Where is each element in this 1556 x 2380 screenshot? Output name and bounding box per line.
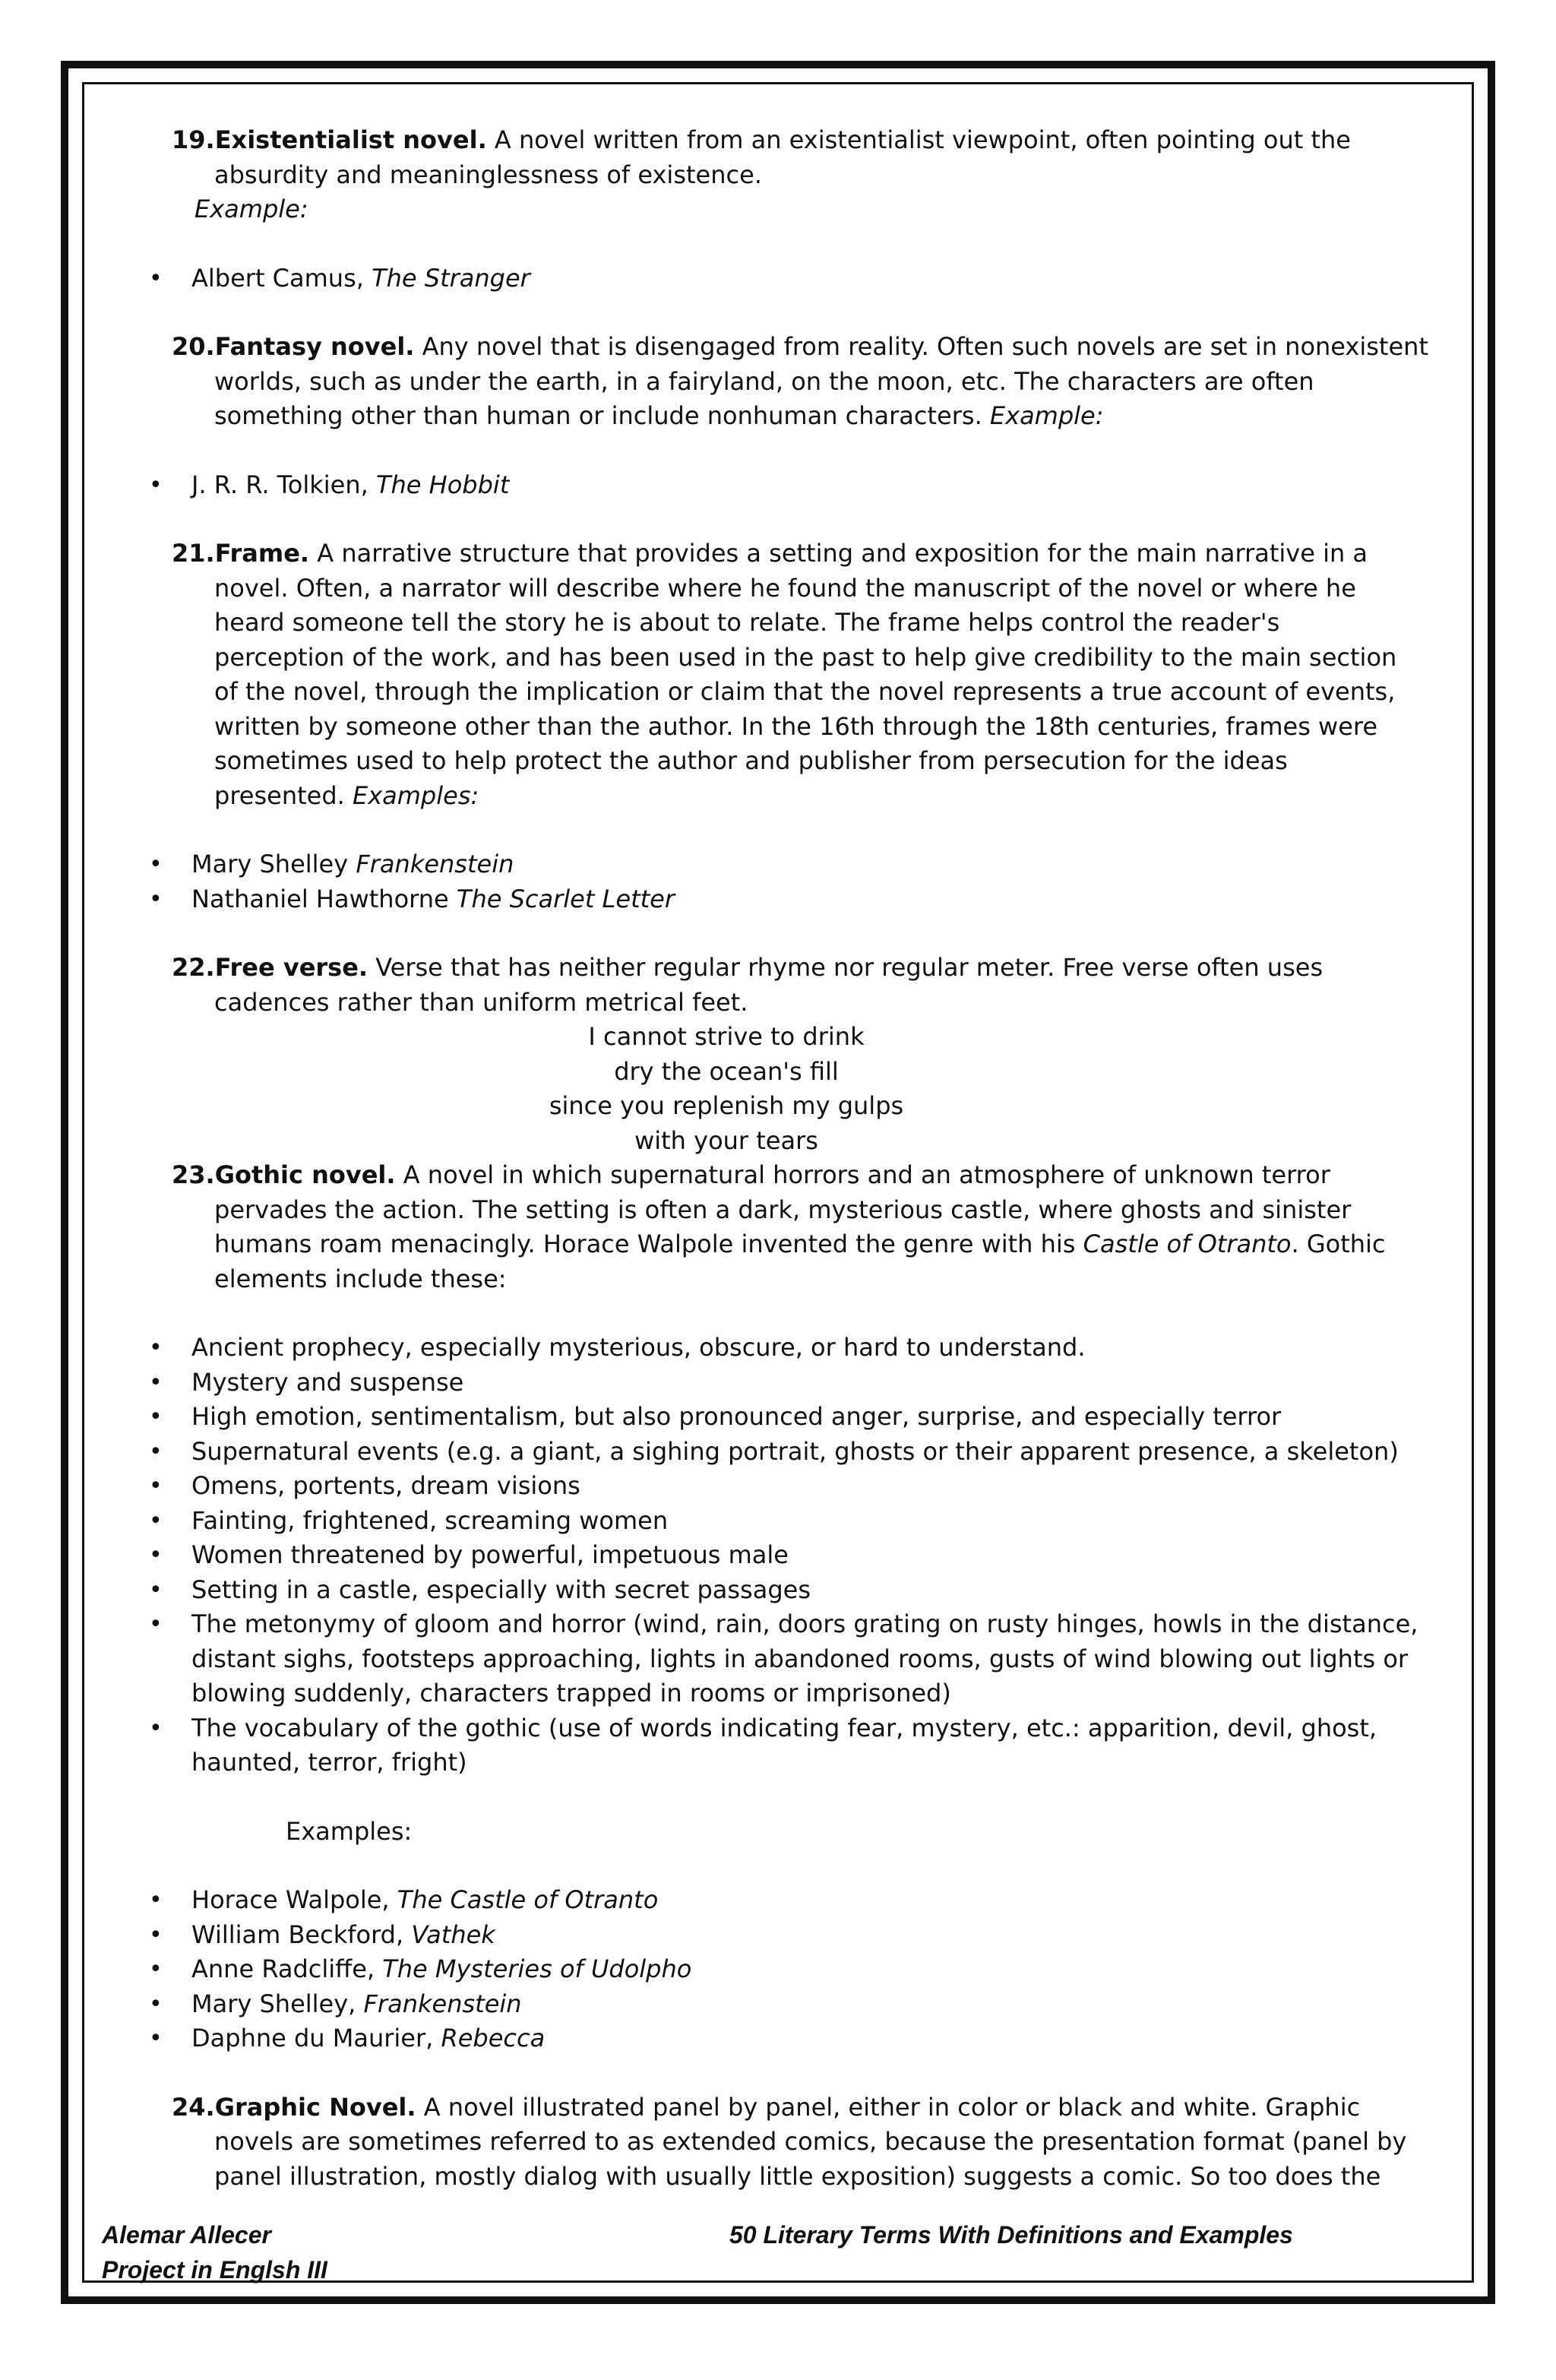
list-item: • Women threatened by powerful, impetuous male	[149, 1538, 1425, 1573]
list-item: • Ancient prophecy, especially mysterious, obscure, or hard to understand.	[149, 1331, 1425, 1366]
list-item: • Mystery and suspense	[149, 1366, 1425, 1400]
example-heading: Example:	[194, 195, 308, 223]
entry-text-line: A narrative structure that provides a setting and exposition for the main narrative in a	[317, 539, 1368, 568]
footer-author: Alemar Allecer	[102, 2221, 271, 2249]
list-item: • Mary Shelley Frankenstein	[149, 847, 1425, 882]
entry-text-line: cadences rather than uniform metrical feet.	[214, 987, 748, 1017]
example-heading: Example:	[989, 401, 1104, 430]
list-item: • Mary Shelley, Frankenstein	[149, 1987, 1425, 2022]
entry-text-line: written by someone other than the author. In the 16th through the 18th centuries, frames were	[214, 711, 1378, 741]
list-item: • Albert Camus, The Stranger	[149, 261, 1425, 296]
list-item: • The metonymy of gloom and horror (wind, rain, doors grating on rusty hinges, howls in the distance, distant sighs, footsteps approaching, lights in abandoned rooms, gusts of wind blowing out lights or blowing suddenly, characters trapped in rooms or imprisoned)	[149, 1607, 1425, 1711]
list-item: • William Beckford, Vathek	[149, 1918, 1425, 1953]
entry-term: Gothic novel.	[214, 1160, 396, 1189]
entry-text-line: elements include these:	[214, 1264, 507, 1293]
entry-22	[172, 951, 1448, 1158]
footer-doc-title: 50 Literary Terms With Definitions and Examples	[729, 2221, 1293, 2249]
entry-number: 23.	[172, 1160, 215, 1189]
footer-left	[102, 2217, 327, 2287]
entry-number: 21.	[172, 539, 215, 568]
entry-text-line: A novel written from an existentialist viewpoint, often pointing out the	[494, 125, 1351, 154]
example-heading: Examples:	[352, 780, 479, 810]
list-item: • High emotion, sentimentalism, but also pronounced anger, surprise, and especially terror	[149, 1400, 1425, 1435]
entry-text-line: something other than human or include nonhuman characters.	[214, 401, 990, 430]
entry-number: 19.	[172, 125, 215, 154]
entry-text-line: heard someone tell the story he is about to relate. The frame helps control the reader's	[214, 608, 1280, 637]
examples-label: Examples:	[286, 1816, 413, 1846]
list-item: • Nathaniel Hawthorne The Scarlet Letter	[149, 882, 1425, 917]
example-list	[149, 261, 1425, 296]
entry-text-line: absurdity and meaninglessness of existence.	[214, 160, 762, 189]
list-item: • Omens, portents, dream visions	[149, 1469, 1425, 1504]
entry-term: Frame.	[214, 539, 310, 568]
list-item: • Supernatural events (e.g. a giant, a sighing portrait, ghosts or their apparent presence, a skeleton)	[149, 1435, 1425, 1470]
poem-line: with your tears	[634, 1125, 818, 1155]
gothic-elements-list	[149, 1331, 1425, 1780]
entry-text-line: novels are sometimes referred to as extended comics, because the presentation format (panel by	[214, 2127, 1407, 2156]
poem-excerpt	[172, 1020, 1281, 1158]
entry-number: 20.	[172, 332, 215, 361]
entry-term: Existentialist novel.	[214, 125, 487, 154]
entry-text-line: A novel illustrated panel by panel, either in color or black and white. Graphic	[423, 2092, 1361, 2122]
entry-text-line: perception of the work, and has been used in the past to help give credibility to the main section	[214, 642, 1397, 672]
poem-line: dry the ocean's fill	[614, 1056, 839, 1086]
entry-text-line: novel. Often, a narrator will describe where he found the manuscript of the novel or where he	[214, 573, 1356, 603]
list-item: • Anne Radcliffe, The Mysteries of Udolpho	[149, 1952, 1425, 1987]
entry-text-line: worlds, such as under the earth, in a fairyland, on the moon, etc. The characters are often	[214, 366, 1314, 396]
entry-text-line: pervades the action. The setting is often a dark, mysterious castle, where ghosts and sinister	[214, 1195, 1352, 1224]
entry-text-line: sometimes used to help protect the author and publisher from persecution for the ideas	[214, 746, 1288, 775]
entry-text-line: Any novel that is disengaged from reality. Often such novels are set in nonexistent	[422, 332, 1428, 361]
list-item: • Daphne du Maurier, Rebecca	[149, 2021, 1425, 2056]
example-list	[149, 847, 1425, 916]
entry-text-line: panel illustration, mostly dialog with usually little exposition) suggests a comic. So too does the	[214, 2161, 1381, 2191]
example-list	[149, 468, 1425, 503]
poem-line: I cannot strive to drink	[588, 1022, 865, 1051]
example-list	[149, 1883, 1425, 2056]
document-body	[172, 123, 1448, 2194]
list-item: • Setting in a castle, especially with secret passages	[149, 1573, 1425, 1608]
list-item: • J. R. R. Tolkien, The Hobbit	[149, 468, 1425, 503]
entry-term: Graphic Novel.	[214, 2092, 416, 2122]
entry-text-line: Verse that has neither regular rhyme nor regular meter. Free verse often uses	[375, 953, 1324, 982]
entry-number: 24.	[172, 2092, 215, 2122]
entry-19	[172, 123, 1448, 296]
entry-text-line: A novel in which supernatural horrors and an atmosphere of unknown terror	[403, 1160, 1330, 1189]
inline-title: Castle of Otranto	[1083, 1230, 1292, 1258]
footer-project: Project in Englsh III	[102, 2256, 327, 2283]
poem-line: since you replenish my gulps	[549, 1091, 904, 1120]
entry-text-line: humans roam menacingly. Horace Walpole invented the genre with his	[214, 1230, 1083, 1258]
entry-text-line: presented.	[214, 780, 353, 810]
list-item: • The vocabulary of the gothic (use of words indicating fear, mystery, etc.: apparition, devil, ghost, haunted, terror, fright)	[149, 1711, 1425, 1780]
list-item: • Horace Walpole, The Castle of Otranto	[149, 1883, 1425, 1918]
entry-term: Free verse.	[214, 953, 368, 982]
entry-21	[172, 536, 1448, 916]
list-item: • Fainting, frightened, screaming women	[149, 1504, 1425, 1539]
entry-24	[172, 2090, 1448, 2195]
entry-20	[172, 330, 1448, 502]
entry-23: 23.Gothic novel. A novel in which supernatural horrors and an atmosphere of unknown terror pervades the action. The setting is often a dark, mysterious castle, where ghosts and sinister humans roam menacingly. Horace Walpole invented the genre with his Castle of Otranto. Gothic elements include these: • Ancient prophecy, especially mysterious, obscure, or hard to understand. • Mystery and suspense • High emotion, sentimentalism, but also pronounced anger, surprise, and especially terror • Supernatural events (e.g. a giant, a sighing portrait, ghosts or their apparent presence, a skeleton) • Omens, portents, dream visions • Fainting, frightened, screaming women • Women threatened by powerful, impetuous male • Setting in a castle, especially with secret passages • The metonymy of gloom and horror (wind, rain, doors grating on rusty hinges, howls in the distance, distant sighs, footsteps approaching, lights in abandoned rooms, gusts of wind blowing out lights or blowing suddenly, characters trapped in rooms or imprisoned) • The vocabulary of the gothic (use of words indicating fear, mystery, etc.: apparition, devil, ghost, haunted, terror, fright) Examples: • Horace Walpole, The Castle of Otranto • William Beckford, Vathek • Anne Radcliffe, The Mysteries of Udolpho • Mary Shelley, Frankenstein • Daphne du Maurier, Rebecca	[172, 1158, 1448, 2056]
entry-number: 22.	[172, 953, 215, 982]
entry-term: Fantasy novel.	[214, 332, 415, 361]
entry-text-line: of the novel, through the implication or claim that the novel represents a true account of events,	[214, 677, 1396, 706]
